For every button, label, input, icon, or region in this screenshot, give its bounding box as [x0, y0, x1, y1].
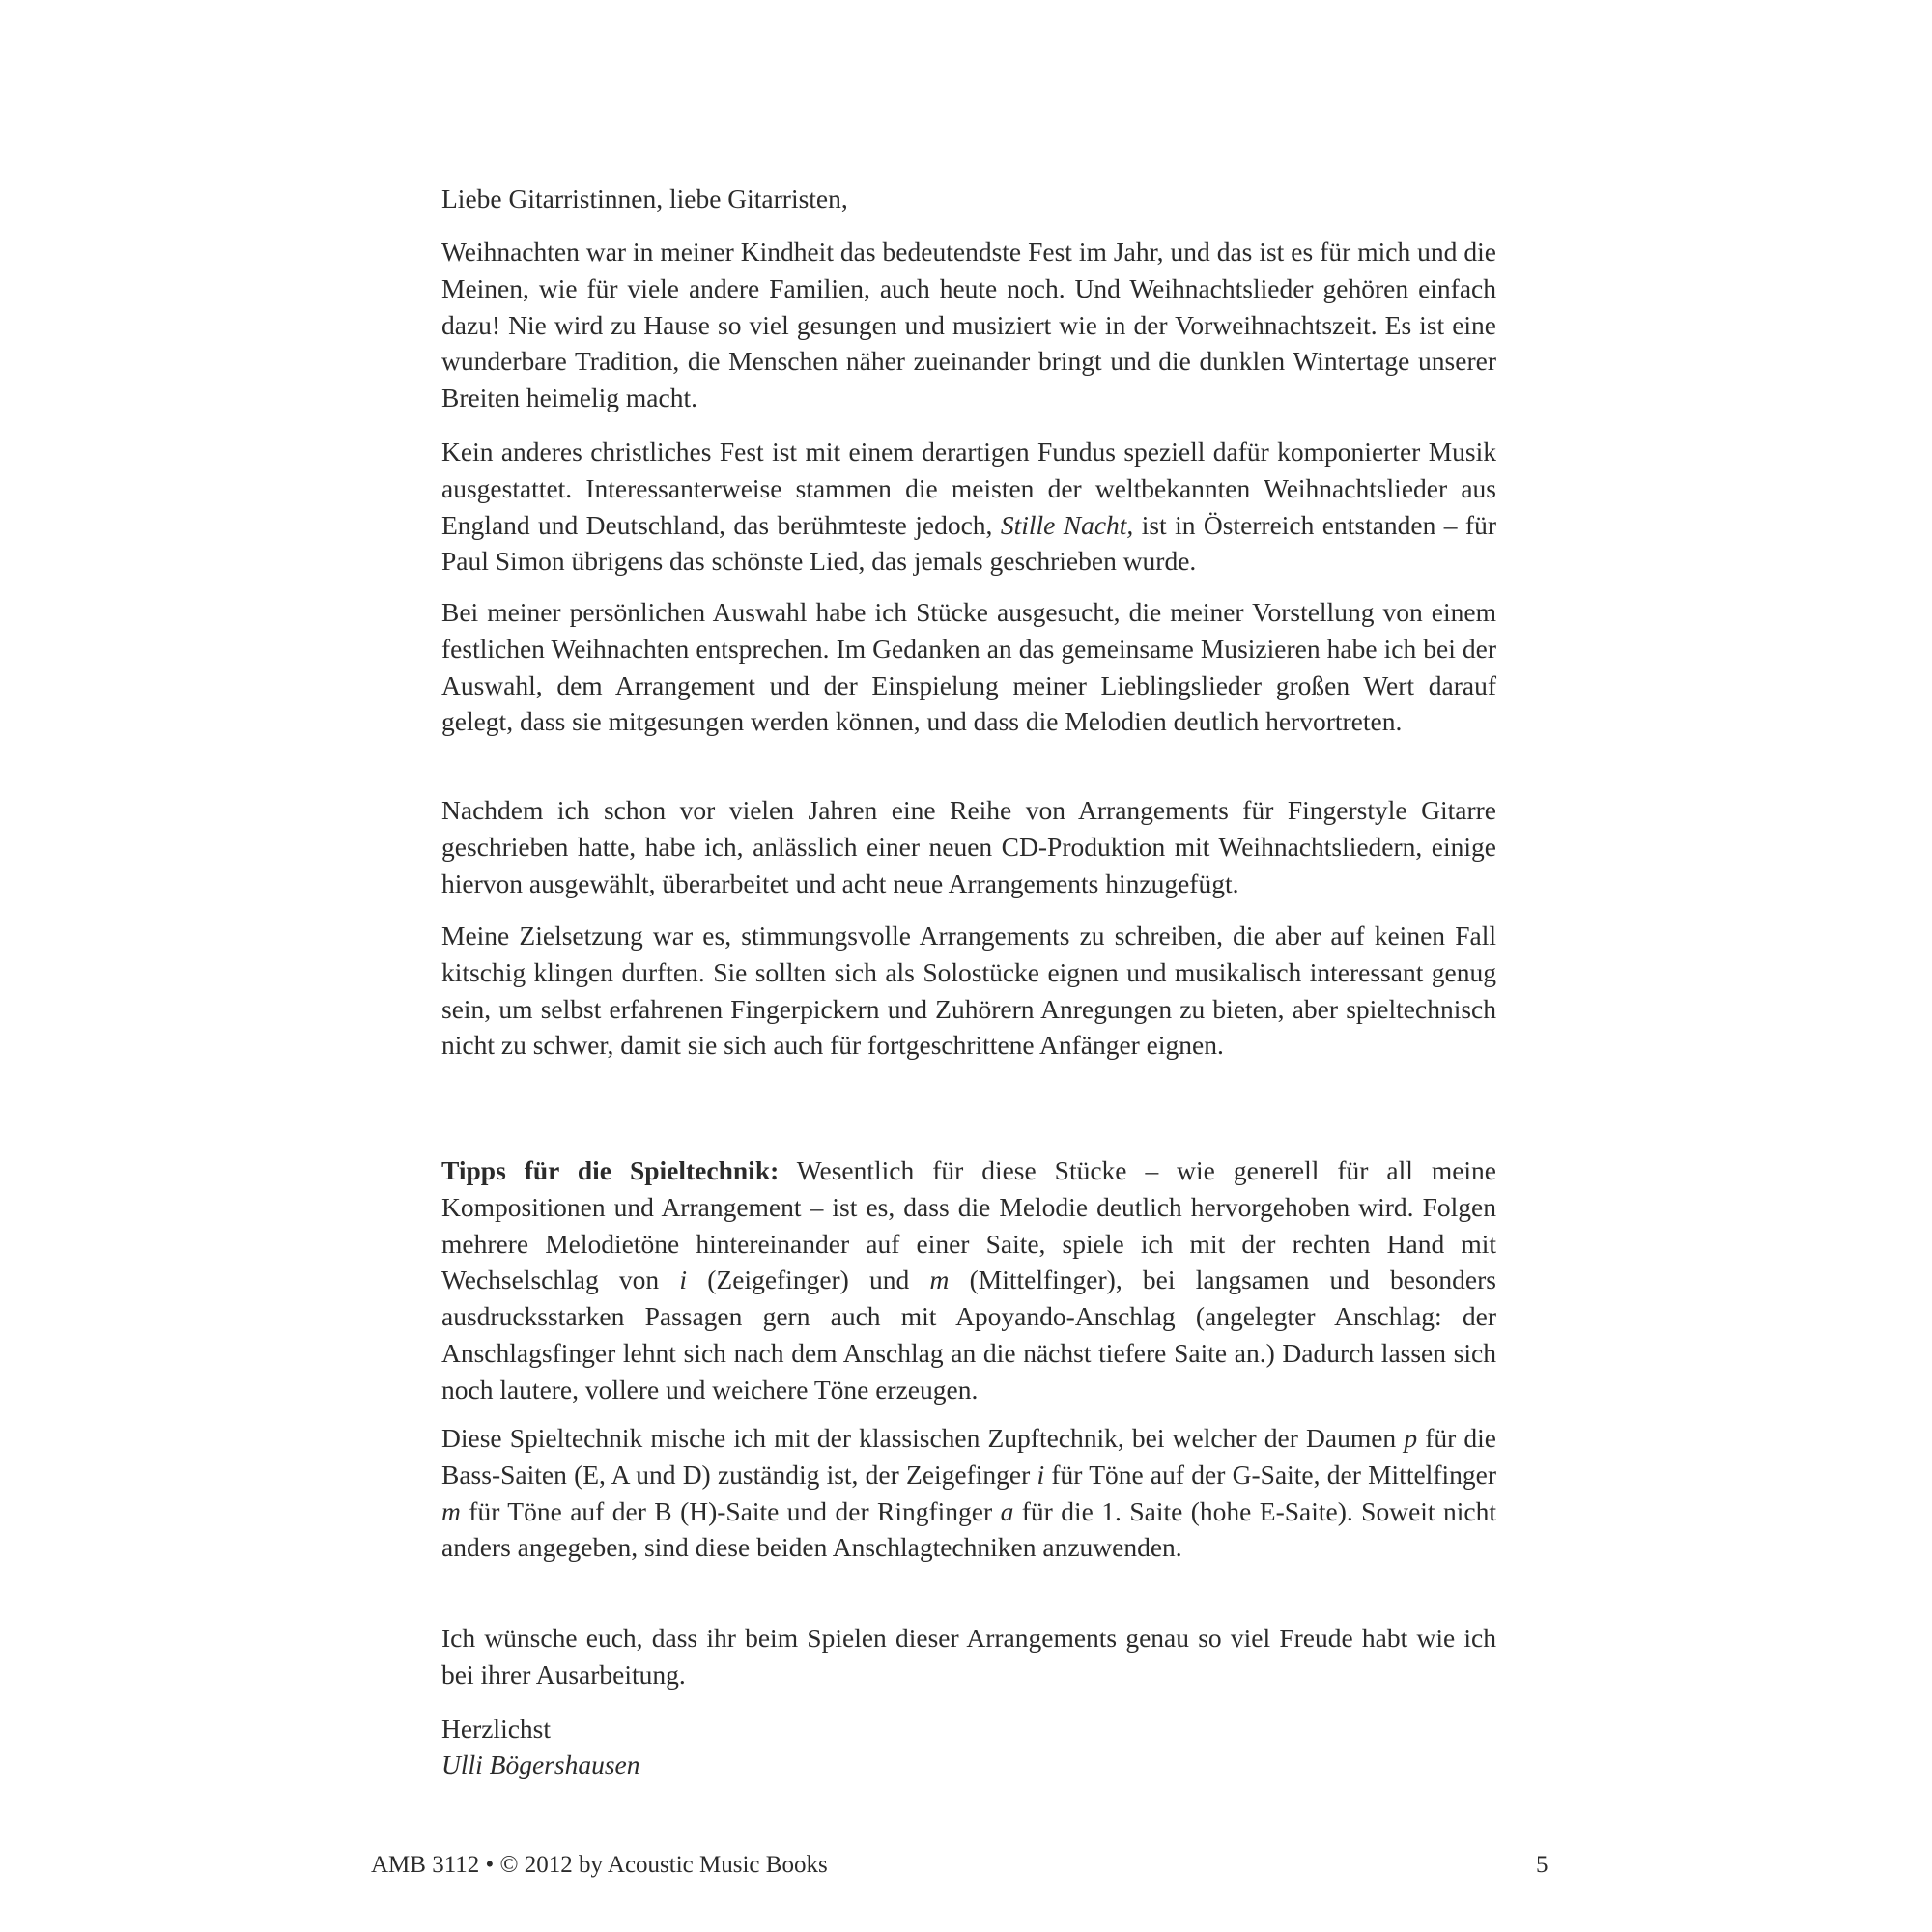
closing-text: Herzlichst: [441, 1714, 552, 1744]
tips-text: [441, 1152, 1496, 1408]
paragraph-2: [441, 434, 1496, 580]
paragraph-4: [441, 792, 1496, 901]
signature-text: Ulli Bögershausen: [441, 1749, 640, 1779]
technique-paragraph: [441, 1420, 1496, 1566]
tips-part-1: Wesentlich für diese Stücke – wie generell für all meine Kompositionen und Arrangement – ist es, dass die Melodie deutlich hervorgehoben wird. Folgen mehrere Melodietöne hintereinander auf einer Saite, spiele ich mit der rechten Hand mit Wechselschlag von: [441, 1155, 1497, 1295]
finger-m-label: m: [929, 1264, 950, 1295]
finger-i-label: i: [1037, 1459, 1045, 1490]
paragraph-5: [441, 918, 1496, 1064]
greeting-text: Liebe Gitarristinnen, liebe Gitarristen,: [441, 184, 848, 213]
wish-text: Ich wünsche euch, dass ihr beim Spielen dieser Arrangements genau so viel Freude habt wie ich bei ihrer Ausarbeitung.: [441, 1623, 1496, 1690]
paragraph-3-text: Bei meiner persönlichen Auswahl habe ich Stücke ausgesucht, die meiner Vorstellung von einem festlichen Weihnachten entsprechen. Im Gedanken an das gemeinsame Musizieren habe ich bei der Auswahl, dem Arrangement und der Einspielung meiner Lieblingslieder großen Wert darauf gelegt, dass sie mitgesungen werden können, und dass die Melodien deutlich hervortreten.: [441, 597, 1496, 737]
letter-greeting: [441, 181, 1496, 217]
finger-p-label: p: [1404, 1423, 1418, 1453]
technique-part-b: für die Bass-Saiten (E, A und D) zuständig ist, der Zeigefinger: [441, 1423, 1496, 1490]
technique-text: [441, 1420, 1496, 1566]
paragraph-2-text: [441, 434, 1496, 580]
paragraph-3: [441, 594, 1496, 740]
page-number: 5: [1536, 1852, 1548, 1878]
paragraph-2-part-a: Kein anderes christliches Fest ist mit einem derartigen Fundus speziell dafür komponierter Musik ausgestattet. Interessanterweise stammen die meisten der weltbekannten Weihnachtslieder aus England und Deutschland, das berühmteste jedoch,: [441, 437, 1496, 540]
paragraph-1-text: Weihnachten war in meiner Kindheit das bedeutendste Fest im Jahr, und das ist es für mich und die Meinen, wie für viele andere Familien, auch heute noch. Und Weihnachtslieder gehören einfach dazu! Nie wird zu Hause so viel gesungen und musiziert wie in der Vorweihnachtszeit. Es ist eine wunderbare Tradition, die Menschen näher zueinander bringt und die dunklen Wintertage unserer Breiten heimelig macht.: [441, 237, 1496, 413]
tips-part-3: (Mittelfinger), bei langsamen und besonders ausdrucksstarken Passagen gern auch mit Apoyando-Anschlag (angelegter Anschlag: der Anschlagsfinger lehnt sich nach dem Anschlag an die nächst tiefere Saite an.) Dadurch lassen sich noch lautere, vollere und weichere Töne erzeugen.: [441, 1264, 1496, 1405]
paragraph-5-text: Meine Zielsetzung war es, stimmungsvolle Arrangements zu schreiben, die aber auf keinen Fall kitschig klingen durften. Sie sollten sich als Solostücke eignen und musikalisch interessant genug sein, um selbst erfahrenen Fingerpickern und Zuhörern Anregungen zu bieten, aber spieltechnisch nicht zu schwer, damit sie sich auch für fortgeschrittene Anfänger eignen.: [441, 921, 1496, 1061]
finger-a-label: a: [1000, 1495, 1014, 1526]
wish-paragraph: [441, 1620, 1496, 1693]
song-title-stille-nacht: Stille Nacht,: [1000, 509, 1134, 540]
technique-part-d: für Töne auf der B (H)-Saite und der Ringfinger: [460, 1495, 1001, 1526]
technique-part-c: für Töne auf der G-Saite, der Mittelfinger: [1044, 1459, 1496, 1490]
paragraph-2-part-b: ist in Österreich entstanden – für Paul Simon übrigens das schönste Lied, das jemals geschrieben wurde.: [441, 509, 1496, 577]
paragraph-4-text: Nachdem ich schon vor vielen Jahren eine Reihe von Arrangements für Fingerstyle Gitarre geschrieben hatte, habe ich, anlässlich einer neuen CD-Produktion mit Weihnachtsliedern, einige hiervon ausgewählt, überarbeitet und acht neue Arrangements hinzugefügt.: [441, 795, 1496, 898]
technique-part-a: Diese Spieltechnik mische ich mit der klassischen Zupftechnik, bei welcher der Daumen: [441, 1423, 1405, 1453]
paragraph-1: [441, 234, 1496, 416]
footer-copyright: AMB 3112 • © 2012 by Acoustic Music Books: [371, 1852, 828, 1878]
letter-signature: [441, 1747, 1496, 1783]
tips-part-2: (Zeigefinger) und: [687, 1264, 930, 1295]
technique-part-e: für die 1. Saite (hohe E-Saite). Soweit nicht anders angegeben, sind diese beiden Anschlagtechniken anzuwenden.: [441, 1495, 1496, 1563]
finger-i-label: i: [679, 1264, 688, 1295]
letter-closing: [441, 1711, 1496, 1747]
finger-m-label: m: [441, 1495, 461, 1526]
tips-paragraph: [441, 1152, 1496, 1408]
tips-heading: Tipps für die Spieltechnik:: [441, 1155, 780, 1185]
